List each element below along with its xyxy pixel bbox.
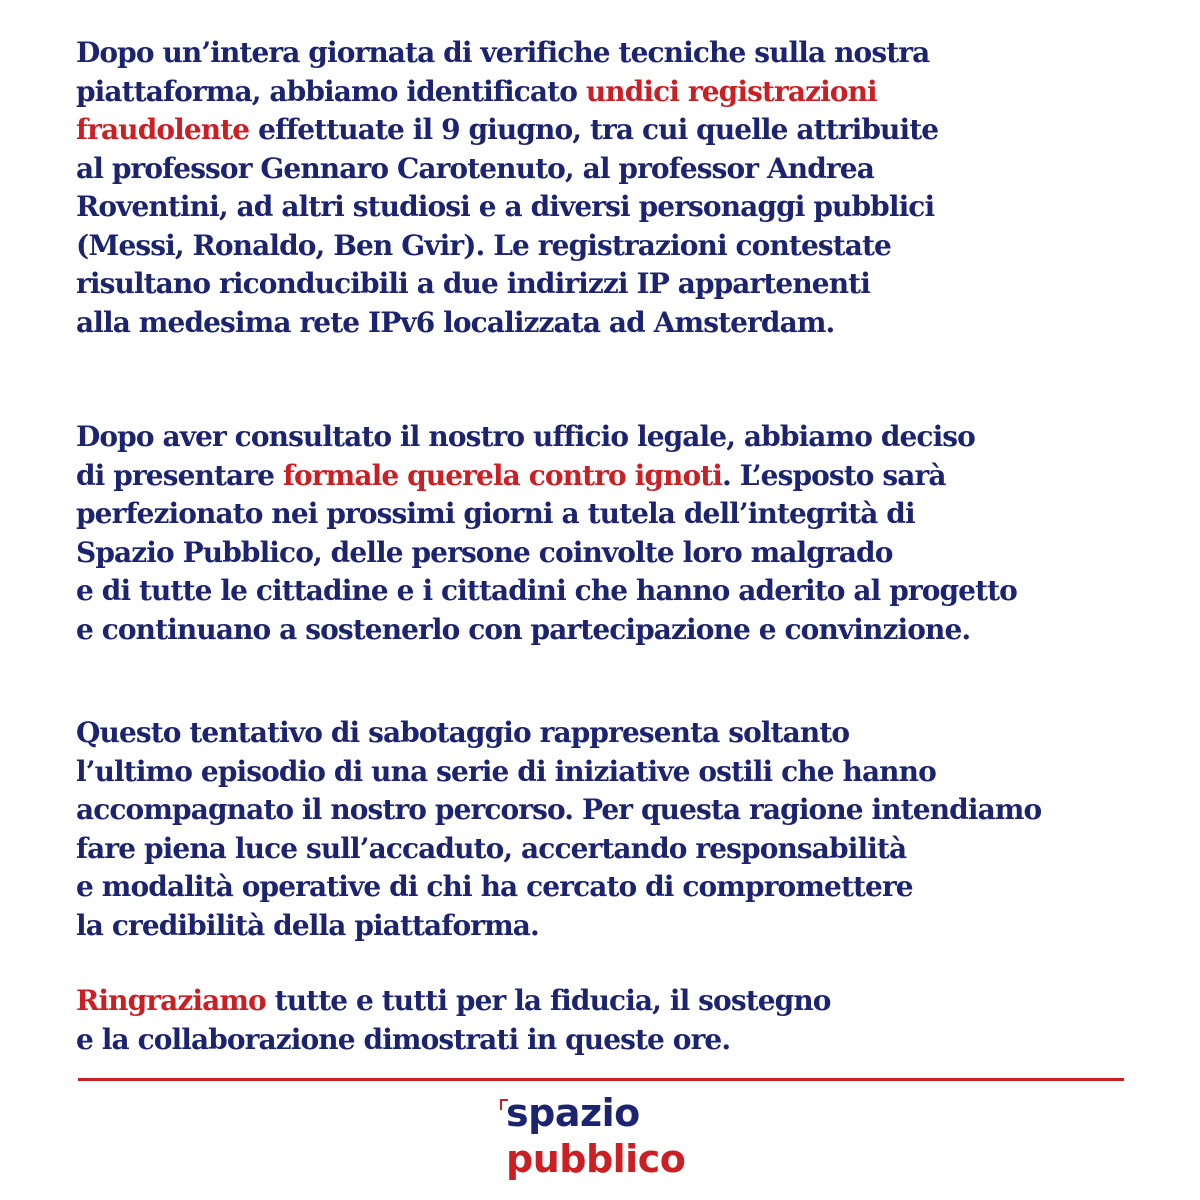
paragraph-line: Dopo aver consultato il nostro ufficio legale, abbiamo deciso (76, 420, 975, 453)
line-text: di presentare (76, 458, 283, 492)
paragraph-line: risultano riconducibili a due indirizzi IP appartenenti (76, 267, 870, 300)
divider-line (78, 1078, 1124, 1081)
spazio-pubblico-logo (500, 1092, 720, 1192)
paragraph-line: Spazio Pubblico, delle persone coinvolte loro malgrado (76, 535, 893, 569)
paragraph-line: e modalità operative di chi ha cercato di compromettere (76, 870, 913, 903)
line-text: tutte e tutti per la fiducia, il sostegno (265, 984, 831, 1017)
paragraph-line: e di tutte le cittadine e i cittadini che hanno aderito al progetto (76, 574, 1017, 607)
paragraph-fraudulent-registrations (76, 34, 938, 342)
paragraph-line (76, 73, 938, 112)
paragraph-line (76, 111, 938, 150)
highlight-text: undici registrazioni (585, 74, 877, 108)
paragraph-line: la credibilità della piattaforma. (76, 908, 539, 942)
paragraph-line: Roventini, ad altri studiosi e a diversi personaggi pubblici (76, 190, 935, 223)
paragraph-line: perfezionato nei prossimi giorni a tutela dell’integrità di (76, 497, 915, 530)
line-text: effettuate il 9 giugno, tra cui quelle attribuite (249, 113, 939, 146)
logo-word-bottom: pubblico (506, 1137, 686, 1181)
paragraph-legal-action (76, 418, 1017, 649)
paragraph-line: e continuano a sostenerlo con partecipazione e convinzione. (76, 612, 971, 646)
paragraph-line: al professor Gennaro Carotenuto, al professor Andrea (76, 151, 874, 185)
paragraph-line (76, 457, 1017, 496)
paragraph-sabotage (76, 714, 1041, 945)
paragraph-line: e la collaborazione dimostrati in queste ore. (76, 1022, 731, 1056)
paragraph-line: (Messi, Ronaldo, Ben Gvir). Le registrazioni contestate (76, 228, 891, 262)
line-text: . L’esposto sarà (722, 458, 946, 492)
paragraph-line: accompagnato il nostro percorso. Per questa ragione intendiamo (76, 793, 1042, 826)
logo-word-top: spazio (506, 1091, 640, 1135)
line-text: piattaforma, abbiamo identificato (76, 74, 586, 108)
paragraph-line: Dopo un’intera giornata di verifiche tecniche sulla nostra (76, 36, 930, 69)
paragraph-line: alla medesima rete IPv6 localizzata ad Amsterdam. (76, 305, 835, 339)
highlight-text: formale querela contro ignoti (282, 458, 723, 492)
highlight-text: Ringraziamo (76, 984, 266, 1017)
highlight-text: fraudolente (76, 113, 250, 146)
paragraph-line: Questo tentativo di sabotaggio rappresenta soltanto (76, 716, 850, 749)
paragraph-line: l’ultimo episodio di una serie di iniziative ostili che hanno (76, 754, 936, 788)
paragraph-thanks (76, 982, 831, 1059)
paragraph-line: fare piena luce sull’accaduto, accertando responsabilità (76, 831, 907, 865)
paragraph-line (76, 982, 831, 1021)
